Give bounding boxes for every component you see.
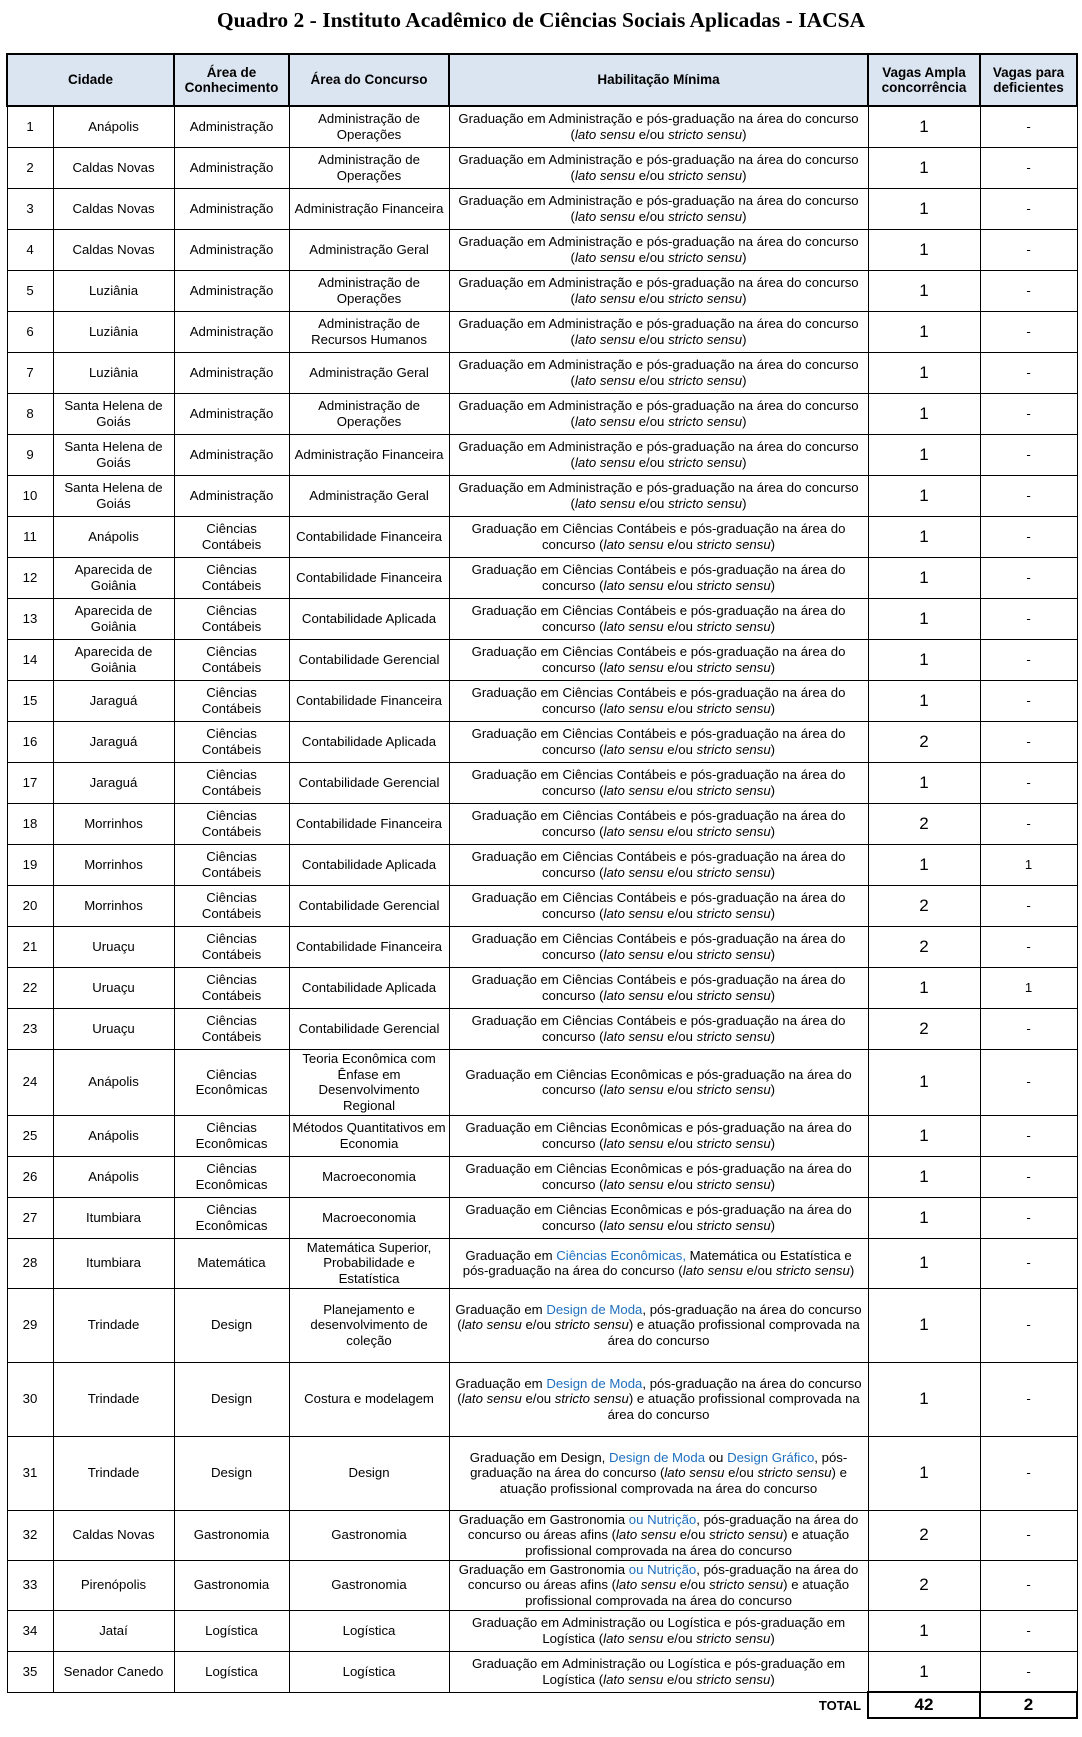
habilitacao-cell: Graduação em Administração ou Logística e pós-graduação em Logística (lato sensu e/ou stricto sensu): [449, 1610, 868, 1651]
area-conhecimento-cell: Administração: [174, 475, 289, 516]
vagas-ampla-cell: 1: [868, 1156, 980, 1197]
header-area-conhecimento: Área de Conhecimento: [174, 54, 289, 106]
vagas-ampla-cell: 1: [868, 147, 980, 188]
habilitacao-cell: Graduação em Ciências Contábeis e pós-graduação na área do concurso (lato sensu e/ou stricto sensu): [449, 1008, 868, 1049]
table-row: [7, 352, 1077, 393]
vagas-deficientes-cell: -: [980, 1510, 1077, 1560]
row-number: 29: [7, 1288, 53, 1362]
cidade-cell: Pirenópolis: [53, 1560, 174, 1610]
row-number: 32: [7, 1510, 53, 1560]
area-concurso-cell: Macroeconomia: [289, 1156, 449, 1197]
vagas-deficientes-cell: -: [980, 1197, 1077, 1238]
cidade-cell: Caldas Novas: [53, 1510, 174, 1560]
vagas-ampla-cell: 1: [868, 393, 980, 434]
area-concurso-cell: Contabilidade Aplicada: [289, 598, 449, 639]
row-number: 35: [7, 1651, 53, 1692]
vagas-ampla-cell: 2: [868, 721, 980, 762]
area-concurso-cell: Contabilidade Aplicada: [289, 967, 449, 1008]
cidade-cell: Senador Canedo: [53, 1651, 174, 1692]
table-row: [7, 1362, 1077, 1436]
habilitacao-cell: Graduação em Administração e pós-graduação na área do concurso (lato sensu e/ou stricto sensu): [449, 475, 868, 516]
row-number: 30: [7, 1362, 53, 1436]
vagas-ampla-cell: 1: [868, 270, 980, 311]
vagas-ampla-cell: 2: [868, 885, 980, 926]
area-conhecimento-cell: Ciências Contábeis: [174, 598, 289, 639]
area-conhecimento-cell: Design: [174, 1362, 289, 1436]
vagas-ampla-cell: 2: [868, 803, 980, 844]
vagas-ampla-cell: 1: [868, 598, 980, 639]
cidade-cell: Santa Helena de Goiás: [53, 434, 174, 475]
table-row: [7, 803, 1077, 844]
vagas-deficientes-cell: -: [980, 352, 1077, 393]
vagas-deficientes-cell: -: [980, 1610, 1077, 1651]
vagas-deficientes-cell: -: [980, 434, 1077, 475]
area-conhecimento-cell: Ciências Contábeis: [174, 967, 289, 1008]
area-conhecimento-cell: Ciências Econômicas: [174, 1156, 289, 1197]
area-conhecimento-cell: Ciências Contábeis: [174, 516, 289, 557]
cidade-cell: Jaraguá: [53, 721, 174, 762]
vagas-ampla-cell: 1: [868, 1610, 980, 1651]
total-row: [7, 1692, 1077, 1718]
row-number: 28: [7, 1238, 53, 1288]
habilitacao-cell: Graduação em Ciências Contábeis e pós-graduação na área do concurso (lato sensu e/ou stricto sensu): [449, 598, 868, 639]
cidade-cell: Caldas Novas: [53, 229, 174, 270]
cidade-cell: Morrinhos: [53, 803, 174, 844]
habilitacao-cell: Graduação em Ciências Econômicas, Matemática ou Estatística e pós-graduação na área do concurso (lato sensu e/ou stricto sensu): [449, 1238, 868, 1288]
row-number: 18: [7, 803, 53, 844]
area-concurso-cell: Macroeconomia: [289, 1197, 449, 1238]
habilitacao-cell: Graduação em Ciências Contábeis e pós-graduação na área do concurso (lato sensu e/ou stricto sensu): [449, 885, 868, 926]
area-conhecimento-cell: Ciências Econômicas: [174, 1197, 289, 1238]
vagas-ampla-cell: 1: [868, 475, 980, 516]
area-concurso-cell: Planejamento e desenvolvimento de coleção: [289, 1288, 449, 1362]
cidade-cell: Morrinhos: [53, 885, 174, 926]
cidade-cell: Caldas Novas: [53, 188, 174, 229]
vacancies-table: [6, 53, 1078, 1719]
vagas-ampla-cell: 1: [868, 229, 980, 270]
table-row: [7, 1510, 1077, 1560]
vagas-deficientes-cell: -: [980, 1436, 1077, 1510]
area-conhecimento-cell: Administração: [174, 229, 289, 270]
area-conhecimento-cell: Ciências Contábeis: [174, 885, 289, 926]
cidade-cell: Anápolis: [53, 1115, 174, 1156]
vagas-deficientes-cell: -: [980, 762, 1077, 803]
cidade-cell: Jaraguá: [53, 762, 174, 803]
cidade-cell: Santa Helena de Goiás: [53, 475, 174, 516]
area-conhecimento-cell: Administração: [174, 352, 289, 393]
row-number: 4: [7, 229, 53, 270]
total-deficientes: 2: [980, 1692, 1077, 1718]
table-row: [7, 762, 1077, 803]
vagas-ampla-cell: 1: [868, 106, 980, 147]
row-number: 22: [7, 967, 53, 1008]
cidade-cell: Aparecida de Goiânia: [53, 598, 174, 639]
header-vagas-ampla: Vagas Ampla concorrência: [868, 54, 980, 106]
vagas-deficientes-cell: -: [980, 680, 1077, 721]
row-number: 6: [7, 311, 53, 352]
area-conhecimento-cell: Ciências Contábeis: [174, 844, 289, 885]
vagas-deficientes-cell: -: [980, 926, 1077, 967]
vagas-ampla-cell: 1: [868, 1049, 980, 1115]
vagas-deficientes-cell: -: [980, 1008, 1077, 1049]
area-concurso-cell: Contabilidade Financeira: [289, 803, 449, 844]
vagas-ampla-cell: 1: [868, 1436, 980, 1510]
area-conhecimento-cell: Ciências Contábeis: [174, 639, 289, 680]
table-row: [7, 434, 1077, 475]
table-row: [7, 1115, 1077, 1156]
table-row: [7, 1049, 1077, 1115]
area-conhecimento-cell: Ciências Contábeis: [174, 680, 289, 721]
table-row: [7, 516, 1077, 557]
cidade-cell: Jaraguá: [53, 680, 174, 721]
vagas-ampla-cell: 2: [868, 926, 980, 967]
area-conhecimento-cell: Ciências Contábeis: [174, 926, 289, 967]
cidade-cell: Uruaçu: [53, 1008, 174, 1049]
area-concurso-cell: Logística: [289, 1651, 449, 1692]
area-concurso-cell: Métodos Quantitativos em Economia: [289, 1115, 449, 1156]
vagas-ampla-cell: 1: [868, 1238, 980, 1288]
total-ampla: 42: [868, 1692, 980, 1718]
vagas-ampla-cell: 2: [868, 1510, 980, 1560]
cidade-cell: Luziânia: [53, 311, 174, 352]
habilitacao-cell: Graduação em Ciências Econômicas e pós-graduação na área do concurso (lato sensu e/ou stricto sensu): [449, 1197, 868, 1238]
habilitacao-cell: Graduação em Design, Design de Moda ou Design Gráfico, pós-graduação na área do concurso (lato sensu e/ou stricto sensu) e atuação profissional comprovada na área do concurso: [449, 1436, 868, 1510]
vagas-deficientes-cell: -: [980, 1651, 1077, 1692]
area-conhecimento-cell: Design: [174, 1436, 289, 1510]
area-concurso-cell: Contabilidade Aplicada: [289, 844, 449, 885]
vagas-ampla-cell: 1: [868, 844, 980, 885]
vagas-deficientes-cell: -: [980, 598, 1077, 639]
vagas-ampla-cell: 1: [868, 639, 980, 680]
habilitacao-cell: Graduação em Ciências Contábeis e pós-graduação na área do concurso (lato sensu e/ou stricto sensu): [449, 721, 868, 762]
cidade-cell: Anápolis: [53, 1049, 174, 1115]
vagas-deficientes-cell: -: [980, 885, 1077, 926]
vagas-ampla-cell: 1: [868, 311, 980, 352]
table-row: [7, 147, 1077, 188]
vagas-deficientes-cell: -: [980, 229, 1077, 270]
cidade-cell: Trindade: [53, 1362, 174, 1436]
vagas-deficientes-cell: -: [980, 803, 1077, 844]
area-concurso-cell: Gastronomia: [289, 1510, 449, 1560]
vagas-ampla-cell: 1: [868, 434, 980, 475]
table-row: [7, 598, 1077, 639]
cidade-cell: Luziânia: [53, 270, 174, 311]
habilitacao-cell: Graduação em Ciências Contábeis e pós-graduação na área do concurso (lato sensu e/ou stricto sensu): [449, 516, 868, 557]
area-conhecimento-cell: Matemática: [174, 1238, 289, 1288]
cidade-cell: Luziânia: [53, 352, 174, 393]
table-row: [7, 1238, 1077, 1288]
habilitacao-cell: Graduação em Gastronomia ou Nutrição, pós-graduação na área do concurso ou áreas afins (lato sensu e/ou stricto sensu) e atuação profissional comprovada na área do concurso: [449, 1560, 868, 1610]
area-concurso-cell: Administração Financeira: [289, 188, 449, 229]
cidade-cell: Santa Helena de Goiás: [53, 393, 174, 434]
habilitacao-cell: Graduação em Ciências Contábeis e pós-graduação na área do concurso (lato sensu e/ou stricto sensu): [449, 680, 868, 721]
row-number: 26: [7, 1156, 53, 1197]
row-number: 25: [7, 1115, 53, 1156]
table-row: [7, 1651, 1077, 1692]
table-row: [7, 926, 1077, 967]
vagas-ampla-cell: 1: [868, 1197, 980, 1238]
vagas-deficientes-cell: -: [980, 721, 1077, 762]
row-number: 27: [7, 1197, 53, 1238]
vagas-ampla-cell: 1: [868, 557, 980, 598]
cidade-cell: Uruaçu: [53, 967, 174, 1008]
vagas-deficientes-cell: -: [980, 393, 1077, 434]
vagas-deficientes-cell: -: [980, 516, 1077, 557]
area-conhecimento-cell: Administração: [174, 106, 289, 147]
vagas-ampla-cell: 1: [868, 1115, 980, 1156]
habilitacao-cell: Graduação em Administração e pós-graduação na área do concurso (lato sensu e/ou stricto sensu): [449, 311, 868, 352]
row-number: 3: [7, 188, 53, 229]
area-concurso-cell: Administração Geral: [289, 352, 449, 393]
table-row: [7, 557, 1077, 598]
row-number: 8: [7, 393, 53, 434]
habilitacao-cell: Graduação em Administração e pós-graduação na área do concurso (lato sensu e/ou stricto sensu): [449, 188, 868, 229]
table-row: [7, 475, 1077, 516]
row-number: 19: [7, 844, 53, 885]
cidade-cell: Anápolis: [53, 106, 174, 147]
cidade-cell: Trindade: [53, 1288, 174, 1362]
table-row: [7, 967, 1077, 1008]
vagas-deficientes-cell: -: [980, 1049, 1077, 1115]
cidade-cell: Morrinhos: [53, 844, 174, 885]
row-number: 21: [7, 926, 53, 967]
vagas-ampla-cell: 1: [868, 188, 980, 229]
area-conhecimento-cell: Administração: [174, 311, 289, 352]
vagas-deficientes-cell: 1: [980, 967, 1077, 1008]
area-concurso-cell: Contabilidade Financeira: [289, 516, 449, 557]
row-number: 5: [7, 270, 53, 311]
table-row: [7, 1156, 1077, 1197]
area-concurso-cell: Design: [289, 1436, 449, 1510]
cidade-cell: Itumbiara: [53, 1197, 174, 1238]
table-row: [7, 393, 1077, 434]
header-cidade: Cidade: [7, 54, 174, 106]
habilitacao-cell: Graduação em Design de Moda, pós-graduação na área do concurso (lato sensu e/ou stricto sensu) e atuação profissional comprovada na área do concurso: [449, 1288, 868, 1362]
row-number: 11: [7, 516, 53, 557]
area-concurso-cell: Teoria Econômica com Ênfase em Desenvolvimento Regional: [289, 1049, 449, 1115]
vagas-ampla-cell: 1: [868, 352, 980, 393]
habilitacao-cell: Graduação em Ciências Contábeis e pós-graduação na área do concurso (lato sensu e/ou stricto sensu): [449, 639, 868, 680]
habilitacao-cell: Graduação em Design de Moda, pós-graduação na área do concurso (lato sensu e/ou stricto sensu) e atuação profissional comprovada na área do concurso: [449, 1362, 868, 1436]
vagas-deficientes-cell: -: [980, 639, 1077, 680]
area-concurso-cell: Administração de Operações: [289, 270, 449, 311]
cidade-cell: Anápolis: [53, 516, 174, 557]
row-number: 31: [7, 1436, 53, 1510]
vagas-ampla-cell: 1: [868, 1651, 980, 1692]
area-concurso-cell: Contabilidade Gerencial: [289, 885, 449, 926]
area-conhecimento-cell: Administração: [174, 188, 289, 229]
table-header-row: [7, 54, 1077, 106]
habilitacao-cell: Graduação em Administração ou Logística e pós-graduação em Logística (lato sensu e/ou stricto sensu): [449, 1651, 868, 1692]
vagas-deficientes-cell: -: [980, 147, 1077, 188]
vagas-deficientes-cell: -: [980, 106, 1077, 147]
area-concurso-cell: Logística: [289, 1610, 449, 1651]
vagas-ampla-cell: 1: [868, 680, 980, 721]
vagas-ampla-cell: 1: [868, 516, 980, 557]
habilitacao-cell: Graduação em Ciências Econômicas e pós-graduação na área do concurso (lato sensu e/ou stricto sensu): [449, 1115, 868, 1156]
area-conhecimento-cell: Design: [174, 1288, 289, 1362]
row-number: 1: [7, 106, 53, 147]
habilitacao-cell: Graduação em Ciências Contábeis e pós-graduação na área do concurso (lato sensu e/ou stricto sensu): [449, 926, 868, 967]
area-conhecimento-cell: Ciências Contábeis: [174, 721, 289, 762]
area-conhecimento-cell: Ciências Econômicas: [174, 1115, 289, 1156]
row-number: 16: [7, 721, 53, 762]
area-conhecimento-cell: Administração: [174, 270, 289, 311]
area-conhecimento-cell: Ciências Contábeis: [174, 762, 289, 803]
row-number: 2: [7, 147, 53, 188]
vagas-deficientes-cell: -: [980, 1362, 1077, 1436]
row-number: 33: [7, 1560, 53, 1610]
area-conhecimento-cell: Ciências Contábeis: [174, 803, 289, 844]
area-concurso-cell: Costura e modelagem: [289, 1362, 449, 1436]
area-concurso-cell: Administração Financeira: [289, 434, 449, 475]
cidade-cell: Anápolis: [53, 1156, 174, 1197]
vagas-ampla-cell: 2: [868, 1008, 980, 1049]
row-number: 15: [7, 680, 53, 721]
area-concurso-cell: Administração de Recursos Humanos: [289, 311, 449, 352]
table-row: [7, 1610, 1077, 1651]
vagas-deficientes-cell: -: [980, 188, 1077, 229]
table-row: [7, 721, 1077, 762]
vagas-ampla-cell: 1: [868, 967, 980, 1008]
vagas-deficientes-cell: -: [980, 1115, 1077, 1156]
cidade-cell: Itumbiara: [53, 1238, 174, 1288]
vagas-deficientes-cell: -: [980, 1238, 1077, 1288]
area-conhecimento-cell: Ciências Contábeis: [174, 1008, 289, 1049]
cidade-cell: Uruaçu: [53, 926, 174, 967]
habilitacao-cell: Graduação em Ciências Contábeis e pós-graduação na área do concurso (lato sensu e/ou stricto sensu): [449, 967, 868, 1008]
table-row: [7, 1288, 1077, 1362]
area-conhecimento-cell: Ciências Contábeis: [174, 557, 289, 598]
table-row: [7, 311, 1077, 352]
row-number: 17: [7, 762, 53, 803]
table-row: [7, 1436, 1077, 1510]
header-vagas-deficientes: Vagas para deficientes: [980, 54, 1077, 106]
cidade-cell: Aparecida de Goiânia: [53, 639, 174, 680]
habilitacao-cell: Graduação em Ciências Econômicas e pós-graduação na área do concurso (lato sensu e/ou stricto sensu): [449, 1156, 868, 1197]
habilitacao-cell: Graduação em Administração e pós-graduação na área do concurso (lato sensu e/ou stricto sensu): [449, 270, 868, 311]
table-row: [7, 1008, 1077, 1049]
vagas-deficientes-cell: -: [980, 1288, 1077, 1362]
habilitacao-cell: Graduação em Administração e pós-graduação na área do concurso (lato sensu e/ou stricto sensu): [449, 229, 868, 270]
habilitacao-cell: Graduação em Ciências Contábeis e pós-graduação na área do concurso (lato sensu e/ou stricto sensu): [449, 557, 868, 598]
vagas-ampla-cell: 2: [868, 1560, 980, 1610]
vagas-deficientes-cell: -: [980, 311, 1077, 352]
area-conhecimento-cell: Gastronomia: [174, 1560, 289, 1610]
table-row: [7, 885, 1077, 926]
habilitacao-cell: Graduação em Administração e pós-graduação na área do concurso (lato sensu e/ou stricto sensu): [449, 393, 868, 434]
page-title: Quadro 2 - Instituto Acadêmico de Ciências Sociais Aplicadas - IACSA: [216, 8, 866, 32]
cidade-cell: Aparecida de Goiânia: [53, 557, 174, 598]
area-concurso-cell: Administração Geral: [289, 229, 449, 270]
area-concurso-cell: Matemática Superior, Probabilidade e Estatística: [289, 1238, 449, 1288]
habilitacao-cell: Graduação em Ciências Contábeis e pós-graduação na área do concurso (lato sensu e/ou stricto sensu): [449, 762, 868, 803]
area-concurso-cell: Contabilidade Gerencial: [289, 1008, 449, 1049]
cidade-cell: Jataí: [53, 1610, 174, 1651]
vagas-deficientes-cell: -: [980, 475, 1077, 516]
habilitacao-cell: Graduação em Administração e pós-graduação na área do concurso (lato sensu e/ou stricto sensu): [449, 434, 868, 475]
area-concurso-cell: Contabilidade Gerencial: [289, 762, 449, 803]
table-body: [7, 106, 1077, 1692]
row-number: 13: [7, 598, 53, 639]
area-conhecimento-cell: Gastronomia: [174, 1510, 289, 1560]
row-number: 34: [7, 1610, 53, 1651]
table-row: [7, 188, 1077, 229]
header-area-concurso: Área do Concurso: [289, 54, 449, 106]
vagas-ampla-cell: 1: [868, 1288, 980, 1362]
vagas-ampla-cell: 1: [868, 1362, 980, 1436]
vagas-deficientes-cell: -: [980, 1156, 1077, 1197]
area-concurso-cell: Contabilidade Gerencial: [289, 639, 449, 680]
row-number: 20: [7, 885, 53, 926]
cidade-cell: Trindade: [53, 1436, 174, 1510]
habilitacao-cell: Graduação em Ciências Econômicas e pós-graduação na área do concurso (lato sensu e/ou stricto sensu): [449, 1049, 868, 1115]
area-concurso-cell: Administração de Operações: [289, 393, 449, 434]
vagas-deficientes-cell: -: [980, 1560, 1077, 1610]
habilitacao-cell: Graduação em Administração e pós-graduação na área do concurso (lato sensu e/ou stricto sensu): [449, 147, 868, 188]
row-number: 9: [7, 434, 53, 475]
vagas-deficientes-cell: -: [980, 270, 1077, 311]
vagas-deficientes-cell: -: [980, 557, 1077, 598]
table-row: [7, 229, 1077, 270]
table-row: [7, 639, 1077, 680]
area-concurso-cell: Administração Geral: [289, 475, 449, 516]
total-label: TOTAL: [7, 1692, 868, 1718]
area-concurso-cell: Contabilidade Financeira: [289, 926, 449, 967]
habilitacao-cell: Graduação em Administração e pós-graduação na área do concurso (lato sensu e/ou stricto sensu): [449, 106, 868, 147]
area-conhecimento-cell: Administração: [174, 393, 289, 434]
area-conhecimento-cell: Logística: [174, 1651, 289, 1692]
habilitacao-cell: Graduação em Ciências Contábeis e pós-graduação na área do concurso (lato sensu e/ou stricto sensu): [449, 844, 868, 885]
area-conhecimento-cell: Ciências Econômicas: [174, 1049, 289, 1115]
table-row: [7, 1560, 1077, 1610]
area-concurso-cell: Administração de Operações: [289, 147, 449, 188]
table-row: [7, 106, 1077, 147]
header-habilitacao: Habilitação Mínima: [449, 54, 868, 106]
row-number: 12: [7, 557, 53, 598]
area-concurso-cell: Gastronomia: [289, 1560, 449, 1610]
row-number: 24: [7, 1049, 53, 1115]
area-concurso-cell: Contabilidade Aplicada: [289, 721, 449, 762]
row-number: 14: [7, 639, 53, 680]
habilitacao-cell: Graduação em Administração e pós-graduação na área do concurso (lato sensu e/ou stricto sensu): [449, 352, 868, 393]
row-number: 23: [7, 1008, 53, 1049]
row-number: 10: [7, 475, 53, 516]
area-concurso-cell: Administração de Operações: [289, 106, 449, 147]
area-conhecimento-cell: Logística: [174, 1610, 289, 1651]
table-row: [7, 1197, 1077, 1238]
vagas-ampla-cell: 1: [868, 762, 980, 803]
habilitacao-cell: Graduação em Ciências Contábeis e pós-graduação na área do concurso (lato sensu e/ou stricto sensu): [449, 803, 868, 844]
vagas-deficientes-cell: 1: [980, 844, 1077, 885]
area-concurso-cell: Contabilidade Financeira: [289, 680, 449, 721]
row-number: 7: [7, 352, 53, 393]
cidade-cell: Caldas Novas: [53, 147, 174, 188]
area-conhecimento-cell: Administração: [174, 147, 289, 188]
table-row: [7, 680, 1077, 721]
habilitacao-cell: Graduação em Gastronomia ou Nutrição, pós-graduação na área do concurso ou áreas afins (lato sensu e/ou stricto sensu) e atuação profissional comprovada na área do concurso: [449, 1510, 868, 1560]
area-conhecimento-cell: Administração: [174, 434, 289, 475]
area-concurso-cell: Contabilidade Financeira: [289, 557, 449, 598]
table-row: [7, 270, 1077, 311]
table-row: [7, 844, 1077, 885]
